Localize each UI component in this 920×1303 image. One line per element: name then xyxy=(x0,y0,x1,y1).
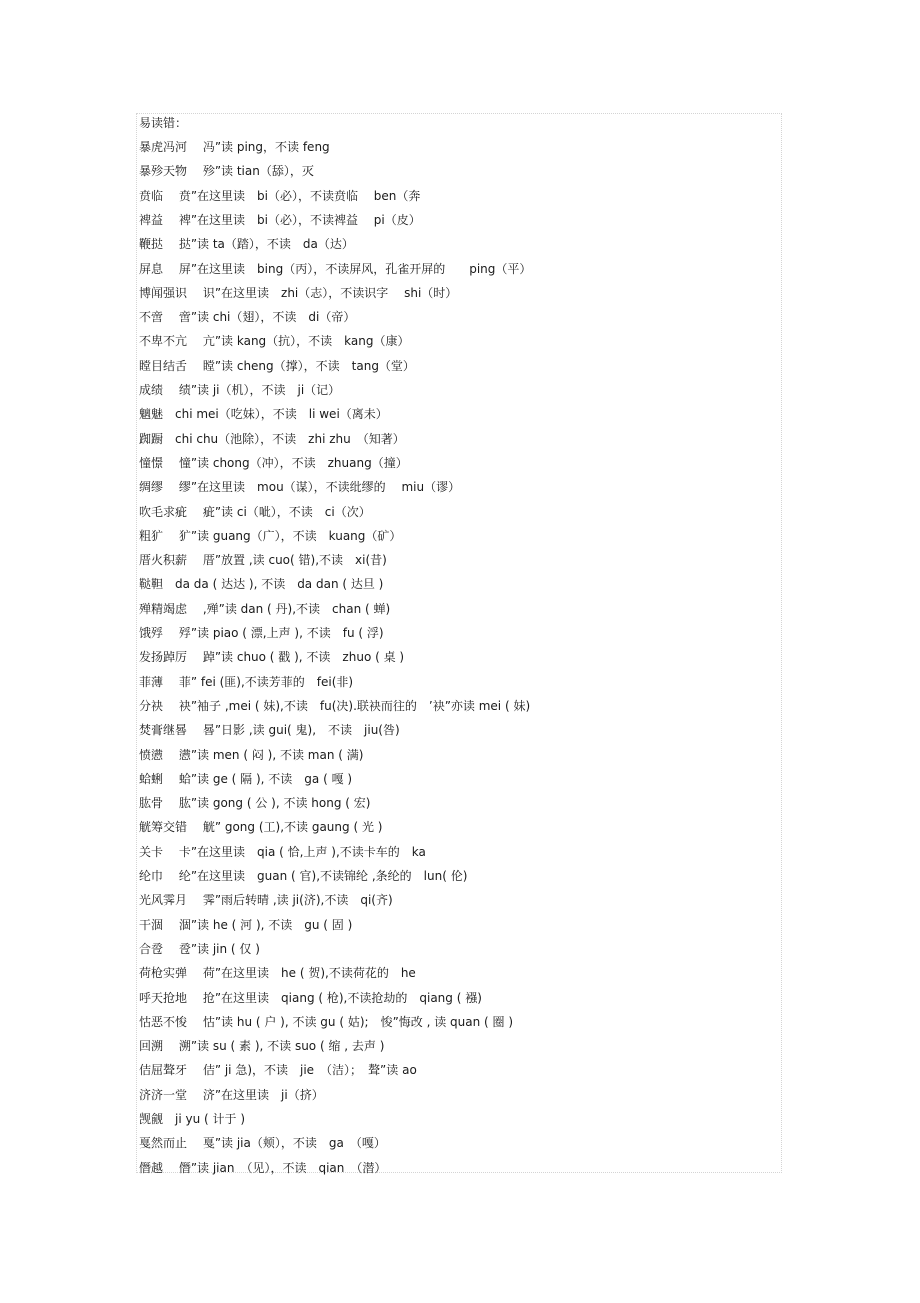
entry-line: 怙恶不悛 怙”读 hu ( 户 ), 不读 gu ( 姑); 悛”悔改 , 读 quan ( 圈 ) xyxy=(139,1014,514,1029)
entry-line: 关卡 卡”在这里读 qia ( 恰,上声 ),不读卡车的 ka xyxy=(139,844,426,859)
entry-line: 光风霁月 霁”雨后转晴 ,读 ji(济),不读 qi(齐) xyxy=(139,893,393,908)
entry-line: 博闻强识 识”在这里读 zhi（志），不读识字 shi（时） xyxy=(139,285,458,300)
entry-line: 合卺 卺”读 jin ( 仅 ) xyxy=(139,941,260,956)
entry-line: 肱骨 肱”读 gong ( 公 ), 不读 hong ( 宏) xyxy=(139,796,371,811)
entry-line: 踟蹰 chi chu（池除），不读 zhi zhu （知著） xyxy=(139,431,405,446)
entry-line: 憧憬 憧”读 chong（冲），不读 zhuang（撞） xyxy=(139,455,408,470)
entry-line: 暴虎冯河 冯”读 ping，不读 feng xyxy=(139,140,330,154)
entry-line: 济济一堂 济”在这里读 ji（挤） xyxy=(139,1087,324,1102)
entry-line: 不啻 啻”读 chi（翅），不读 di（帝） xyxy=(139,310,356,325)
entry-line: 呼天抢地 抢”在这里读 qiang ( 枪),不读抢劫的 qiang ( 襁) xyxy=(139,990,482,1005)
entry-line: 不卑不亢 亢”读 kang（抗），不读 kang（康） xyxy=(139,334,410,349)
entry-line: 成绩 绩”读 ji（机），不读 ji（记） xyxy=(139,383,341,397)
entry-line: 魑魅 chi mei（吃妹），不读 li wei（离未） xyxy=(139,407,388,422)
entry-line: 佶屈聱牙 佶” ji 急)，不读 jie （洁）； 聱”读 ao xyxy=(139,1063,417,1078)
entry-line: 瞠目结舌 瞠”读 cheng（撑），不读 tang（堂） xyxy=(139,358,415,373)
entry-line: 蛤蜊 蛤”读 ge ( 隔 ), 不读 ga ( 嘎 ) xyxy=(139,771,353,786)
entry-line: 绸缪 缪”在这里读 mou（谋），不读纰缪的 miu（谬） xyxy=(139,480,461,495)
entry-line: 菲薄 菲” fei (匪),不读芳菲的 fei(非) xyxy=(139,674,354,689)
entry-line: 荷枪实弹 荷”在这里读 he ( 贺),不读荷花的 he xyxy=(139,966,416,981)
entry-line: 愤懑 懑”读 men ( 闷 ), 不读 man ( 满) xyxy=(139,747,364,762)
entry-line: 分袂 袂”袖子 ,mei ( 妹),不读 fu(决).联袂而往的 ’袂”亦读 mei ( 妹) xyxy=(139,698,531,713)
entry-line: 发扬踔厉 踔”读 chuo ( 戳 ), 不读 zhuo ( 桌 ) xyxy=(139,650,405,665)
entry-line: 吹毛求疵 疵”读 ci（呲），不读 ci（次） xyxy=(139,504,371,519)
entry-line: 纶巾 纶”在这里读 guan ( 官),不读锦纶 ,条纶的 lun( 伦) xyxy=(139,869,468,883)
entry-line: 鞭挞 挞”读 ta（踏），不读 da（达） xyxy=(139,237,354,252)
entry-line: 觥筹交错 觥” gong (工),不读 gaung ( 光 ) xyxy=(139,820,383,835)
entry-line: 屏息 屏”在这里读 bing（丙），不读屏风，孔雀开屏的 ping（平） xyxy=(139,261,532,276)
entry-line: 僭越 僭”读 jian （见），不读 qian （潜） xyxy=(139,1160,387,1175)
entry-line: 厝火积薪 厝”放置 ,读 cuo( 错),不读 xi(昔) xyxy=(139,553,387,568)
document-title: 易读错： xyxy=(139,116,188,130)
entry-line: 干涸 涸”读 he ( 河 ), 不读 gu ( 固 ) xyxy=(139,917,353,932)
entry-line: 殚精竭虑 ,殚”读 dan ( 丹),不读 chan ( 蝉) xyxy=(139,601,391,616)
entry-line: 回溯 溯”读 su ( 素 ), 不读 suo ( 缩 , 去声 ) xyxy=(139,1039,385,1054)
entry-line: 裨益 裨”在这里读 bi（必），不读裨益 pi（皮） xyxy=(139,212,421,227)
entry-line: 饿殍 殍”读 piao ( 漂,上声 ), 不读 fu ( 浮) xyxy=(139,626,384,640)
entry-line: 戛然而止 戛”读 jia（颊），不读 ga （嘎） xyxy=(139,1136,386,1151)
entry-line: 贲临 贲”在这里读 bi（必），不读贲临 ben（奔 xyxy=(139,188,421,203)
entry-line: 粗犷 犷”读 guang（广），不读 kuang（矿） xyxy=(139,528,402,543)
entry-line: 觊觎 ji yu ( 计于 ) xyxy=(139,1112,245,1126)
entry-line: 鞑靼 da da ( 达达 ), 不读 da dan ( 达旦 ) xyxy=(139,577,384,592)
entry-line: 暴殄天物 殄”读 tian（舔），灭 xyxy=(139,164,314,179)
entry-line: 焚膏继晷 晷”日影 ,读 gui( 鬼), 不读 jiu(咎) xyxy=(139,723,400,738)
